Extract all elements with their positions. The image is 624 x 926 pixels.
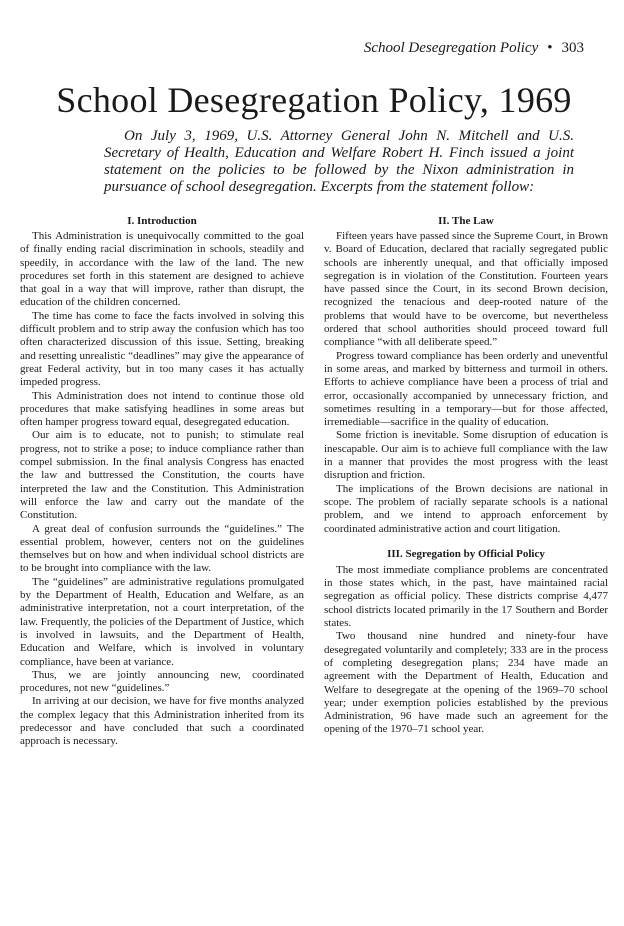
paragraph: The time has come to face the facts involved in solving this difficult problem and to strip away the confusion which has too often characterized discussion of this issue. Setting, breaking and resetting unrealistic “deadlines” may give the appearance of great Federal activity, but in too many cases it has actually impeded progress.: [20, 309, 304, 389]
paragraph: This Administration does not intend to continue those old procedures that make satisfying headlines in some areas but often hamper progress toward equal, desegregated education.: [20, 389, 304, 429]
paragraph: Some friction is inevitable. Some disruption of education is inescapable. Our aim is to achieve full compliance with the law in a manner that provides the most progress with the least disruption and friction.: [324, 429, 608, 482]
section-heading-official-policy: III. Segregation by Official Policy: [387, 547, 545, 560]
separator-bullet-icon: •: [547, 40, 553, 56]
running-head: [364, 40, 584, 57]
right-column: [324, 214, 608, 737]
paragraph: The implications of the Brown decisions are national in scope. The problem of racially separate schools is a national problem, and we intend to approach enforcement by coordinated administrative action and court litigation.: [324, 482, 608, 535]
paragraph: In arriving at our decision, we have for five months analyzed the complex legacy that this Administration inherited from its predecessor and have concluded that such a coordinated approach is necessary.: [20, 695, 304, 748]
paragraph: The most immediate compliance problems are concentrated in those states which, in the past, have maintained racial segregation as official policy. These districts comprise 4,477 school districts located primarily in the 17 Southern and Border states.: [324, 563, 608, 630]
paragraph: Fifteen years have passed since the Supreme Court, in Brown v. Board of Education, declared that racially segregated public schools are inherently unequal, and that officially imposed segregation is in violation of the Constitution. Fourteen years have passed since the Court, in its second Brown decision, recognized the tenacious and deep-rooted nature of the problems that would have to be overcome, but nevertheless ordered that school authorities should proceed toward full compliance “with all deliberate speed.”: [324, 230, 608, 349]
paragraph: Progress toward compliance has been orderly and uneventful in some areas, and marked by bitterness and turmoil in others. Efforts to achieve compliance have been a process of trial and error, occasionally accompanied by unnecessary friction, and sometimes resulting in a temporary—but for those affected, irremediable—sacrifice in the quality of education.: [324, 349, 608, 429]
page-number: 303: [561, 40, 584, 56]
running-head-title: School Desegregation Policy: [363, 40, 539, 56]
section-heading-law: II. The Law: [438, 215, 494, 227]
paragraph: Our aim is to educate, not to punish; to stimulate real progress, not to strike a pose; to induce compliance rather than compel submission. In the final analysis Congress has enacted the law and buttressed the Constitution, the courts have interpreted the law and the Constitution. This Administration will enforce the law and carry out the mandate of the Constitution.: [20, 429, 304, 522]
paragraph: A great deal of confusion surrounds the “guidelines.” The essential problem, however, centers not on the guidelines themselves but on how and when individual school districts are to be brought into compliance with the law.: [20, 522, 304, 575]
paragraph: This Administration is unequivocally committed to the goal of finally ending racial discrimination in schools, steadily and speedily, in accordance with the law of the land. The new procedures set forth in this statement are designed to achieve that goal in a way that will improve, rather than disrupt, the education of the children concerned.: [20, 230, 304, 309]
paragraph: The “guidelines” are administrative regulations promulgated by the Department of Health, Education and Welfare, as an administrative interpretation, not a court interpretation, of the law. Frequently, the policies of the Department of Justice, which is involved in lawsuits, and the Department of Health, Education and Welfare, which is involved in voluntary compliance, have been at variance.: [20, 575, 304, 668]
left-column: [20, 214, 304, 749]
paragraph: Two thousand nine hundred and ninety-four have desegregated voluntarily and completely; 333 are in the process of completing desegregation plans; 234 have made an agreement with the Department of Health, Education and Welfare to desegregate at the opening of the 1969–70 school year; under exemption policies established by the previous Administration, 96 have made such an agreement for the opening of the 1970–71 school year.: [324, 630, 608, 736]
paragraph: Thus, we are jointly announcing new, coordinated procedures, not new “guidelines.”: [20, 668, 304, 695]
intro-paragraph: On July 3, 1969, U.S. Attorney General John N. Mitchell and U.S. Secretary of Health, Education and Welfare Robert H. Finch issued a joint statement on the policies to be followed by the Nixon administration in pursuance of school desegregation. Excerpts from the statement follow:: [104, 128, 574, 195]
section-heading-introduction: I. Introduction: [127, 215, 197, 227]
page-title: School Desegregation Policy, 1969: [56, 80, 572, 120]
